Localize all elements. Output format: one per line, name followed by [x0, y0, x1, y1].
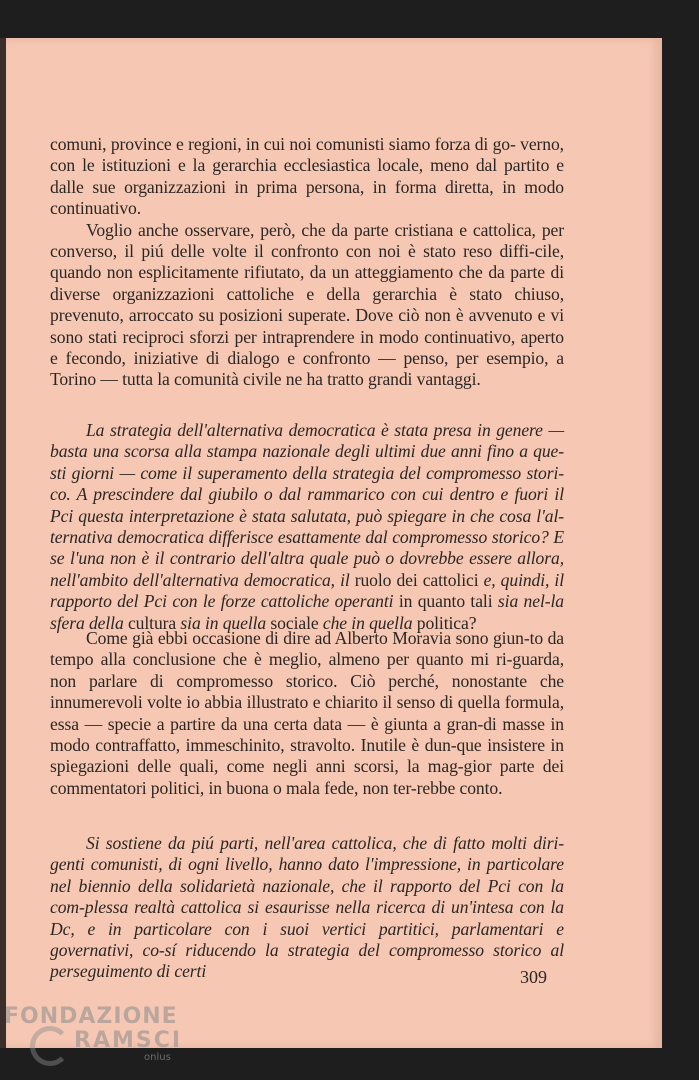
question-1-part-f: cultura	[123, 612, 181, 633]
question-1-part-b: ruolo dei cattolici	[349, 569, 484, 590]
page-number: 309	[520, 967, 547, 987]
body-paragraph-3	[50, 628, 564, 799]
interview-question-1	[50, 420, 564, 634]
watermark-fondazione: FONDAZIONE	[4, 1004, 178, 1029]
gramsci-logo-icon	[30, 1026, 70, 1066]
question-1-part-i: che in quella	[322, 612, 413, 633]
body-paragraph-1	[50, 134, 564, 391]
question-1-part-h: sociale	[266, 612, 323, 633]
question-1-part-d: in quanto tali	[393, 591, 498, 612]
paragraph-1-first-line: comuni, province e regioni, in cui noi comunisti siamo forza di go-	[50, 134, 516, 154]
interview-question-2	[50, 833, 564, 983]
question-1-part-e: sia nel-la sfera della	[50, 591, 564, 633]
watermark-gramsci: RAMSCI	[74, 1028, 183, 1053]
question-1-part-g: sia in quella	[180, 612, 267, 633]
watermark-onlus: onlus	[144, 1052, 171, 1063]
paragraph-3-text: Come già ebbi occasione di dire ad Alberto Moravia sono giun-to da tempo alla conclusione che è meglio, almeno per quanto mi ri-guarda, non parlare di compromesso storico. Ciò perché, nonostante che innumerevoli volte io abbia illustrato e chiarito il senso di quella formula, essa — specie a partire da una certa data — è giunta a gran-di masse in modo contraffatto, immeschinito, stravolto. Inutile è dun-que insistere in spiegazioni delle quali, come negli anni scorsi, la mag-gior parte dei commentatori politici, in buona o mala fede, non ter-rebbe conto.	[50, 628, 564, 798]
question-2-text: Si sostiene da piú parti, nell'area cattolica, che di fatto molti diri-genti comunisti, di ogni livello, hanno dato l'impressione, in particolare nel biennio della solidarietà nazionale, che il rapporto del Pci con la com-plessa realtà cattolica si esaurisse nella ricerca di un'intesa con la Dc, e in particolare con i suoi vertici partitici, parlamentari e governativi, co-sí riducendo la strategia del compromesso storico al perseguimento di certi	[50, 833, 564, 982]
question-1-part-c: e, quindi, il rapporto del Pci con le forze cattoliche operanti	[50, 569, 564, 612]
book-page	[6, 38, 662, 1048]
question-1-part-j: politica?	[412, 612, 477, 633]
question-1-part-a: La strategia dell'alternativa democratica è stata presa in genere — basta una scorsa alla stampa nazionale degli ultimi due anni fino a que-sti giorni — come il superamento della strategia del compromesso stori-co. A prescindere dal giubilo o dal rammarico con cui dentro e fuori il Pci questa interpretazione è stata salutata, può spiegare in che cosa l'al-ternativa democratica differisce esattamente dal compromesso storico? E se l'una non è il contrario dell'altra quale può o dovrebbe essere allora, nell'ambito dell'alternativa democratica, il	[50, 420, 564, 590]
paragraph-1-text: verno, con le istituzioni e la gerarchia ecclesiastica locale, meno dal partito e dalle sue organizzazioni in prima persona, in forma diretta, in modo continuativo.	[50, 134, 564, 219]
paragraph-2-text: Voglio anche osservare, però, che da parte cristiana e cattolica, per converso, il piú delle volte il confronto con noi è stato reso diffi-cile, quando non esplicitamente rifiutato, da un atteggiamento che da parte di diverse organizzazioni cattoliche e della gerarchia è stato chiuso, prevenuto, arroccato su posizioni superate. Dove ciò non è avvenuto e vi sono stati reciproci sforzi per intraprendere in modo continuativo, aperto e fecondo, iniziative di dialogo e confronto — penso, per esempio, a Torino — tutta la comunità civile ne ha tratto grandi vantaggi.	[50, 219, 564, 390]
